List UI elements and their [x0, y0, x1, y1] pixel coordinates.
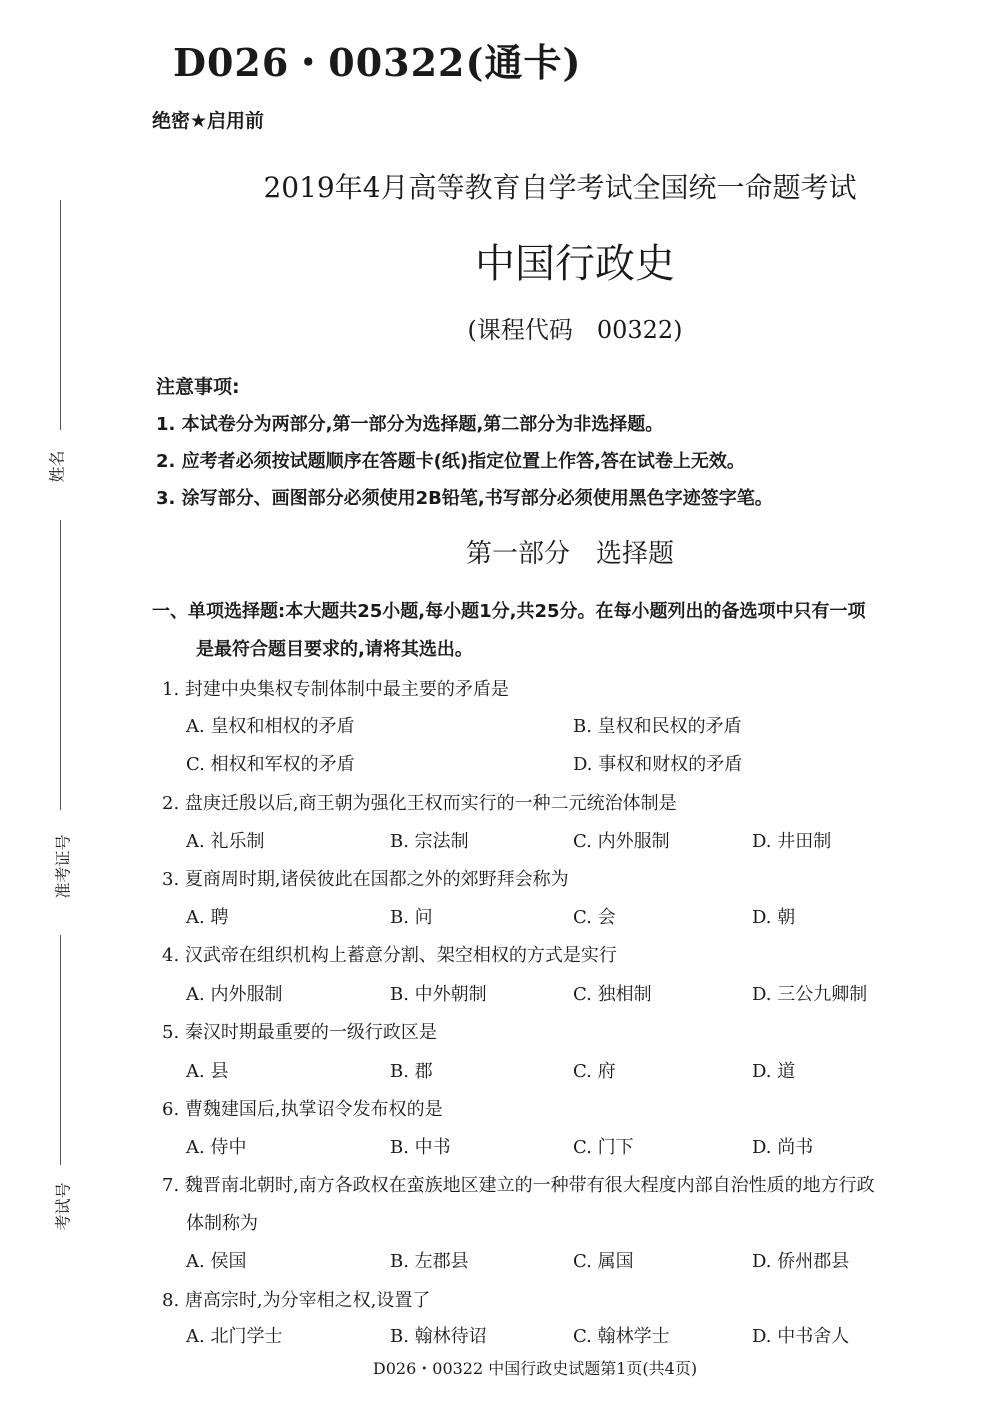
option: D. 中书舍人	[752, 1326, 850, 1347]
option: D. 事权和财权的矛盾	[573, 754, 743, 775]
option: A. 内外服制	[186, 984, 283, 1005]
option: C. 会	[573, 907, 616, 928]
option: A. 侯国	[186, 1251, 247, 1272]
option: B. 宗法制	[390, 831, 469, 852]
option: D. 朝	[752, 907, 796, 928]
option: D. 尚书	[752, 1137, 814, 1158]
question-stem: 6. 曹魏建国后,执掌诏令发布权的是	[162, 1099, 443, 1120]
notes-title: 注意事项:	[156, 376, 240, 398]
page-footer: D026・00322 中国行政史试题第1页(共4页)	[372, 1359, 698, 1378]
question-stem: 4. 汉武帝在组织机构上蓄意分割、架空相权的方式是实行	[162, 945, 617, 966]
option: A. 礼乐制	[186, 831, 265, 852]
question-stem: 7. 魏晋南北朝时,南方各政权在蛮族地区建立的一种带有很大程度内部自治性质的地方行政	[162, 1175, 875, 1196]
option: A. 侍中	[186, 1137, 247, 1158]
margin-label-name: 姓名	[47, 450, 67, 483]
paper-code: D026・00322(通卡)	[173, 40, 582, 85]
question-stem: 2. 盘庚迁殷以后,商王朝为强化王权而实行的一种二元统治体制是	[162, 793, 677, 814]
exam-title: 2019年4月高等教育自学考试全国统一命题考试	[263, 171, 857, 204]
option: B. 翰林待诏	[390, 1326, 487, 1347]
part-title: 第一部分 选择题	[465, 539, 674, 569]
note-item: 2. 应考者必须按试题顺序在答题卡(纸)指定位置上作答,答在试卷上无效。	[156, 451, 745, 472]
option: C. 翰林学士	[573, 1326, 670, 1347]
section-instruction-cont: 是最符合题目要求的,请将其选出。	[196, 639, 473, 660]
option: B. 左郡县	[390, 1251, 469, 1272]
option: C. 门下	[573, 1137, 634, 1158]
question-stem: 5. 秦汉时期最重要的一级行政区是	[162, 1022, 437, 1043]
section-instruction: 一、单项选择题:本大题共25小题,每小题1分,共25分。在每小题列出的备选项中只有一项	[152, 601, 866, 622]
option: C. 属国	[573, 1251, 634, 1272]
question-stem: 1. 封建中央集权专制体制中最主要的矛盾是	[162, 679, 509, 700]
margin-line-seat	[60, 935, 61, 1165]
option: A. 聘	[186, 907, 229, 928]
question-stem-cont: 体制称为	[186, 1213, 258, 1234]
option: B. 郡	[390, 1061, 433, 1082]
option: A. 皇权和相权的矛盾	[186, 716, 355, 737]
option: D. 道	[752, 1061, 796, 1082]
question-stem: 3. 夏商周时期,诸侯彼此在国都之外的郊野拜会称为	[162, 869, 569, 890]
option: A. 县	[186, 1061, 229, 1082]
option: A. 北门学士	[186, 1326, 283, 1347]
option: B. 中书	[390, 1137, 451, 1158]
option: C. 内外服制	[573, 831, 670, 852]
option: D. 侨州郡县	[752, 1251, 850, 1272]
question-stem: 8. 唐高宗时,为分宰相之权,设置了	[162, 1290, 431, 1311]
course-code: (课程代码 00322)	[467, 316, 683, 344]
subject-title: 中国行政史	[475, 241, 675, 287]
option: B. 问	[390, 907, 433, 928]
note-item: 3. 涂写部分、画图部分必须使用2B铅笔,书写部分必须使用黑色字迹签字笔。	[156, 488, 773, 509]
option: B. 皇权和民权的矛盾	[573, 716, 742, 737]
secret-mark: 绝密★启用前	[152, 110, 265, 132]
option: B. 中外朝制	[390, 984, 487, 1005]
option: C. 独相制	[573, 984, 652, 1005]
margin-label-admission: 准考证号	[53, 834, 73, 899]
option: D. 井田制	[752, 831, 832, 852]
note-item: 1. 本试卷分为两部分,第一部分为选择题,第二部分为非选择题。	[156, 414, 664, 435]
option: D. 三公九卿制	[752, 984, 868, 1005]
option: C. 府	[573, 1061, 616, 1082]
margin-label-seat: 考试号	[53, 1182, 73, 1231]
option: C. 相权和军权的矛盾	[186, 754, 355, 775]
